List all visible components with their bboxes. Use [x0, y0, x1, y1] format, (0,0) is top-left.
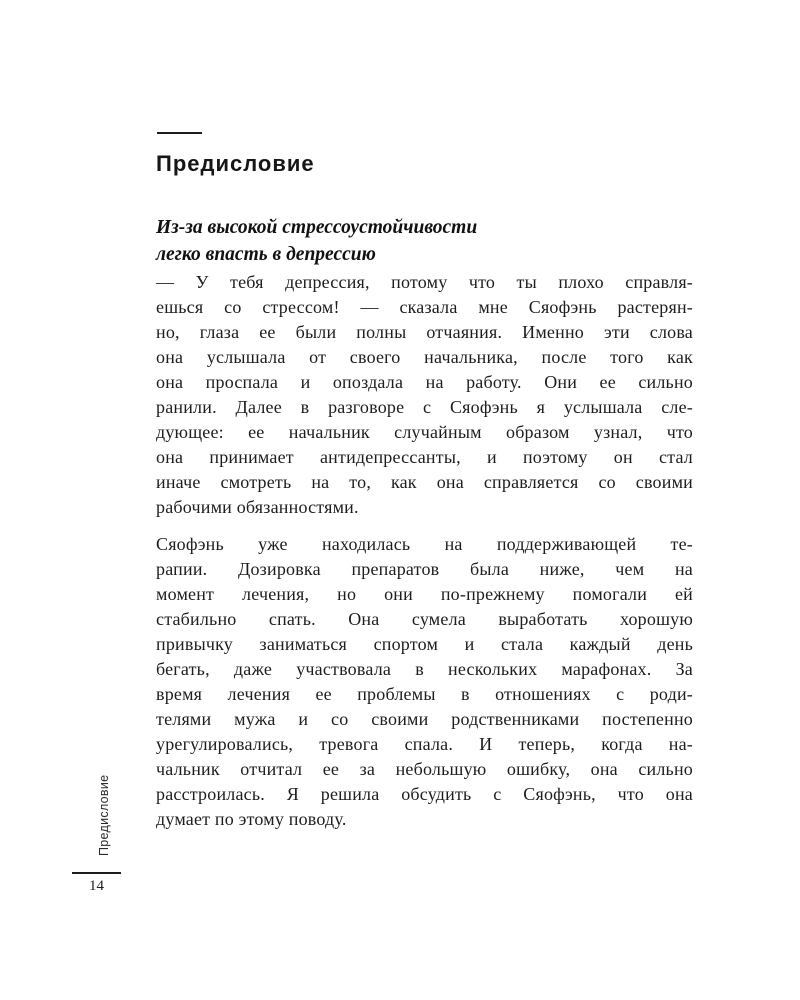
section-subtitle [156, 214, 477, 268]
paragraph [156, 532, 693, 832]
text-line: бегать, даже участвовала в нескольких марафонах. За [156, 659, 693, 679]
paragraph [156, 270, 693, 520]
page-number-rule [72, 872, 121, 874]
text-line: стабильно спать. Она сумела выработать хорошую [156, 609, 693, 629]
text-line: ешься со стрессом! — сказала мне Сяофэнь растерян- [156, 297, 693, 317]
text-line: расстроилась. Я решила обсудить с Сяофэнь, что она [156, 784, 693, 804]
text-line: она проспала и опоздала на работу. Они ее сильно [156, 372, 693, 392]
text-line: время лечения ее проблемы в отношениях с роди- [156, 684, 693, 704]
text-line: ранили. Далее в разговоре с Сяофэнь я услышала сле- [156, 397, 693, 417]
chapter-rule [157, 132, 202, 134]
text-line: телями мужа и со своими родственниками постепенно [156, 709, 693, 729]
text-line: рабочими обязанностями. [156, 497, 359, 517]
subtitle-line: легко впасть в депрессию [156, 244, 376, 265]
text-line: чальник отчитал ее за небольшую ошибку, она сильно [156, 759, 693, 779]
text-line: рапии. Дозировка препаратов была ниже, чем на [156, 559, 693, 579]
text-line: Сяофэнь уже находилась на поддерживающей те- [156, 534, 693, 554]
text-line: но, глаза ее были полны отчаяния. Именно эти слова [156, 322, 693, 342]
text-line: она принимает антидепрессанты, и поэтому он стал [156, 447, 693, 467]
text-line: момент лечения, но они по-прежнему помогали ей [156, 584, 693, 604]
text-line: думает по этому поводу. [156, 809, 347, 829]
text-line: урегулировались, тревога спала. И теперь, когда на- [156, 734, 693, 754]
text-line: — У тебя депрессия, потому что ты плохо справля- [156, 272, 693, 292]
subtitle-line: Из-за высокой стрессоустойчивости [156, 217, 478, 238]
body-text [156, 270, 693, 832]
text-line: иначе смотреть на то, как она справляется со своими [156, 472, 693, 492]
running-footer-label: Предисловие [97, 774, 111, 856]
text-line: дующее: ее начальник случайным образом узнал, что [156, 422, 693, 442]
page-number: 14 [89, 878, 104, 894]
text-line: привычку заниматься спортом и стала каждый день [156, 634, 693, 654]
text-line: она услышала от своего начальника, после того как [156, 347, 693, 367]
chapter-title: Предисловие [156, 151, 315, 176]
